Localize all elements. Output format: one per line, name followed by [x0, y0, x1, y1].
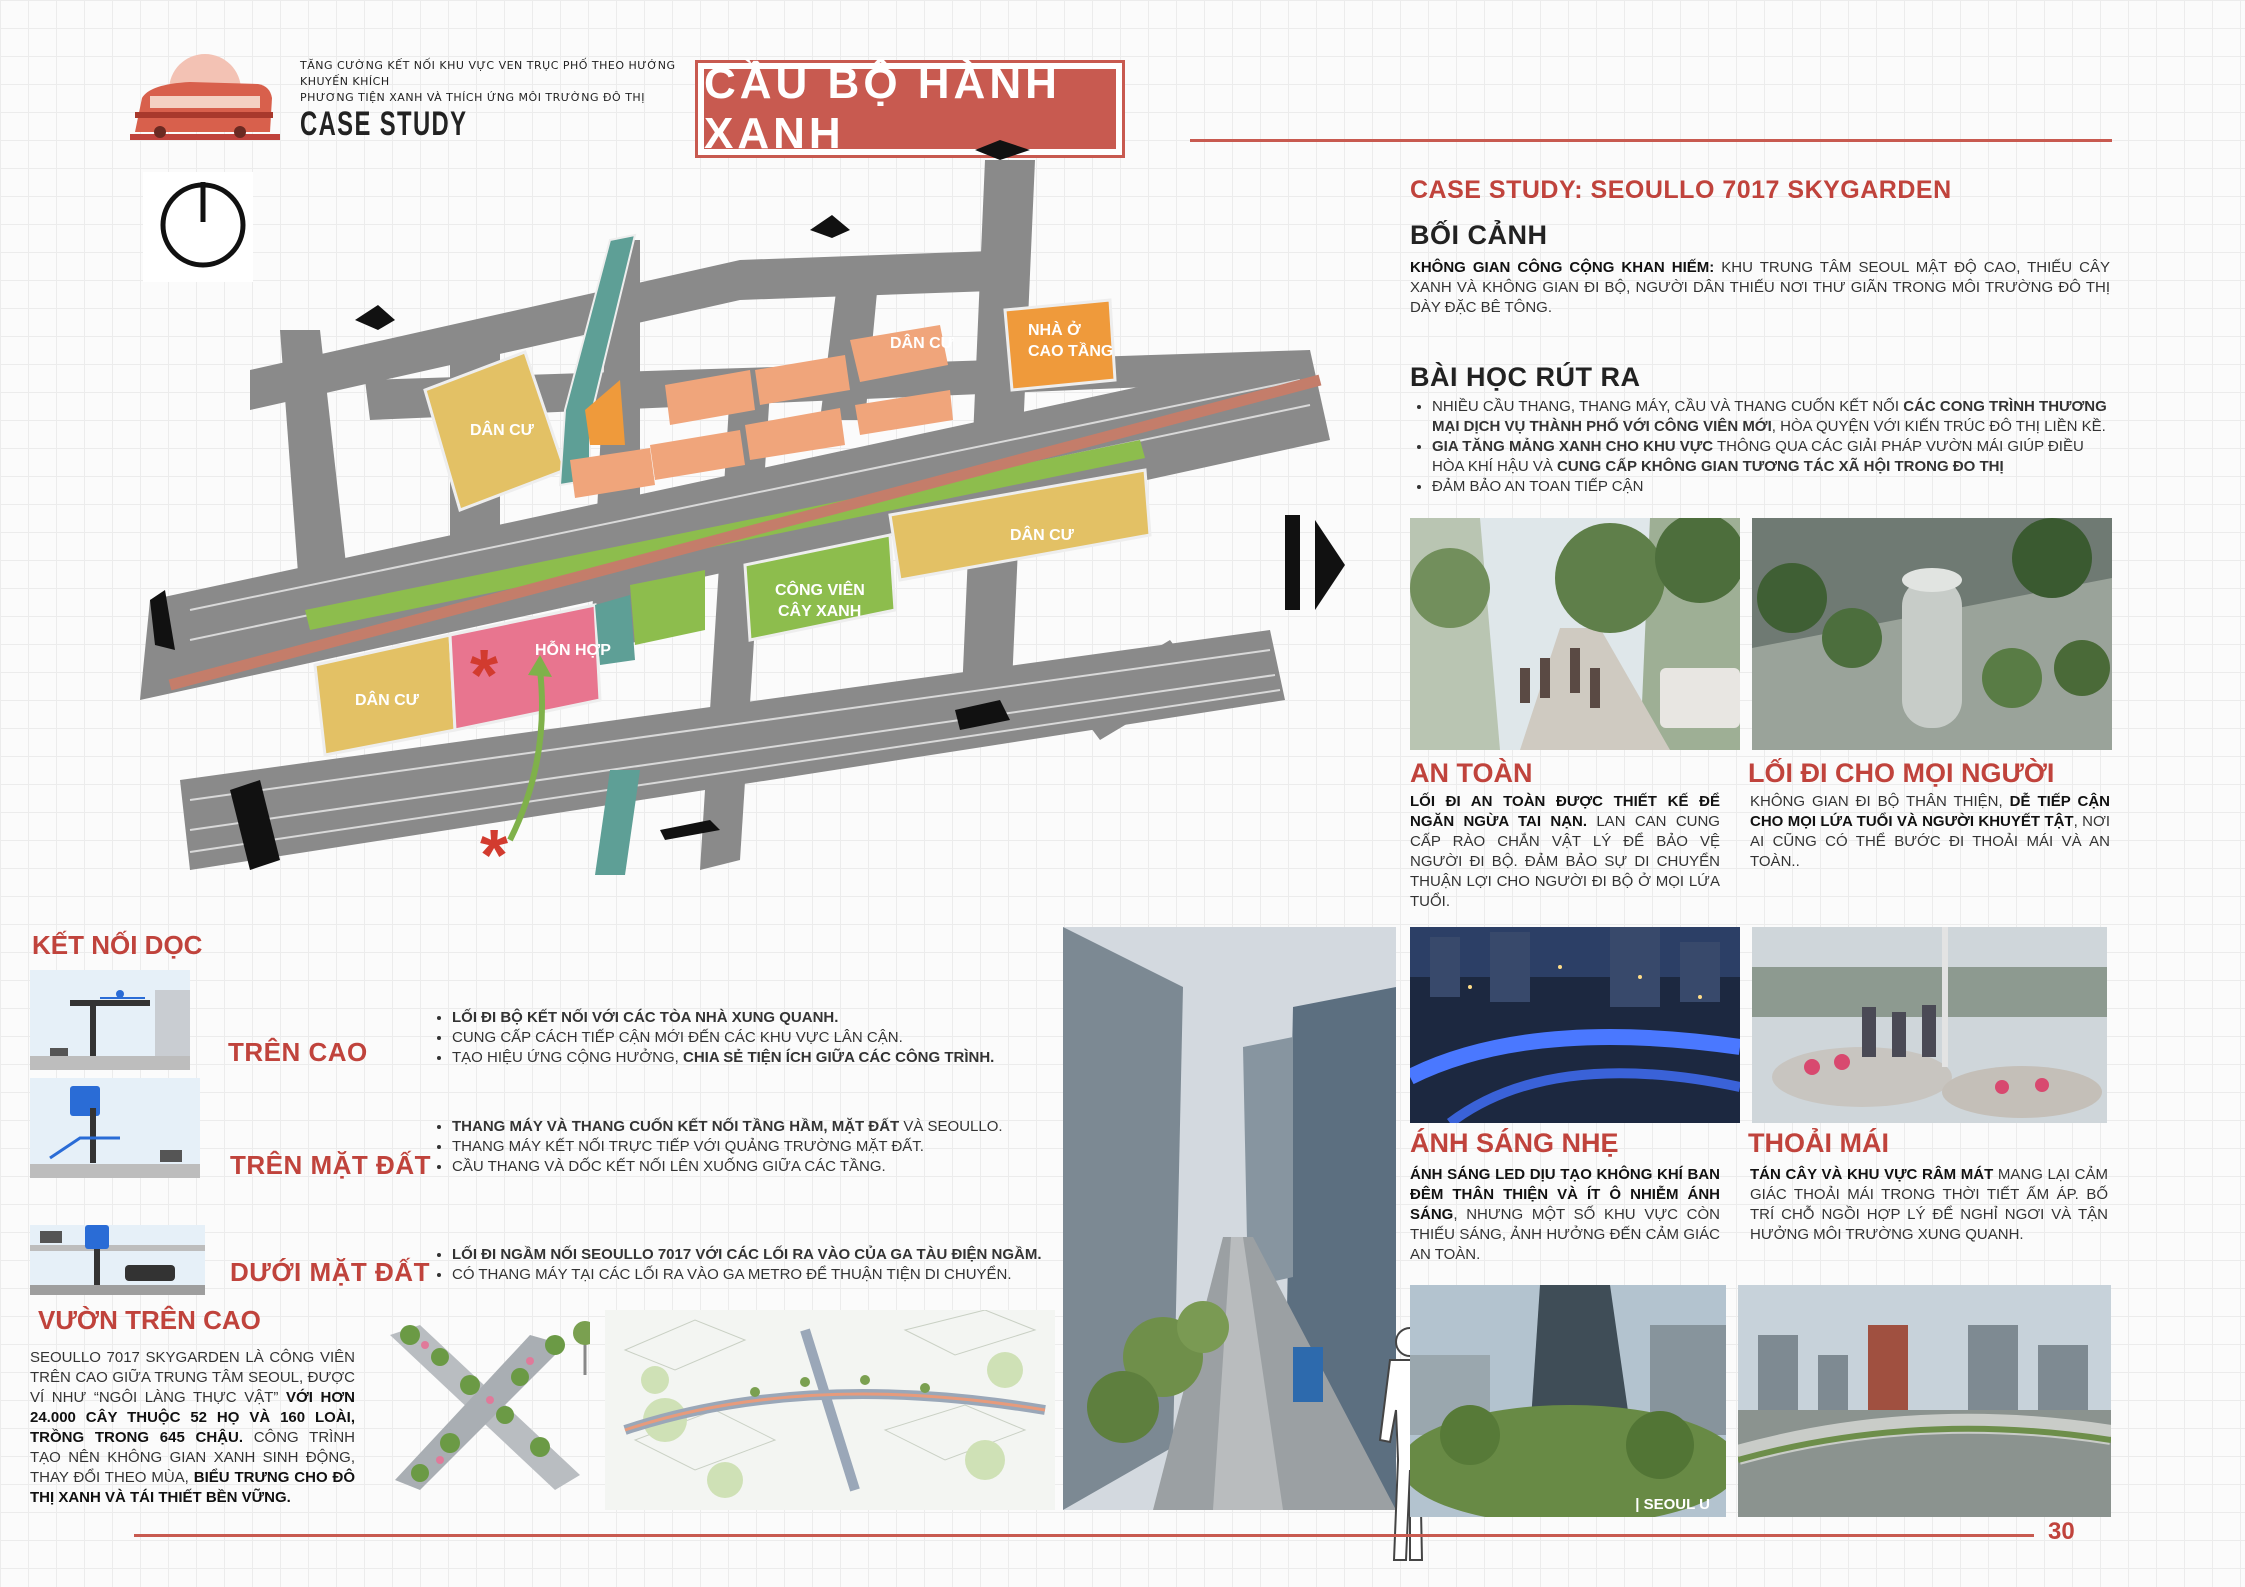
lessons-heading: BÀI HỌC RÚT RA [1410, 362, 1641, 392]
level-label-underground: DƯỚI MẶT ĐẤT [230, 1257, 430, 1287]
photo-night [1410, 927, 1740, 1123]
context-text: KHU TRUNG TÂM SEOUL MẬT ĐỘ CAO, THIẾU CÂY XANH VÀ KHÔNG GIAN ĐI BỘ, NGƯỜI DÂN THIẾU NƠI THƯ GIÃN TRONG MÔI TRƯỜNG ĐÔ THỊ DÀY ĐẶC BÊ TÔNG. [1410, 259, 2110, 316]
context-bold: KHÔNG GIAN CÔNG CỘNG KHAN HIẾM: [1410, 259, 1715, 276]
tagline-line-2: PHƯƠNG TIỆN XANH VÀ THÍCH ỨNG MÔI TRƯỜNG ĐÔ THỊ [300, 91, 645, 104]
level-bullets-ground [430, 1117, 1050, 1177]
skygarden-x-illustration [380, 1315, 590, 1500]
diagram-elevated-icon [30, 970, 190, 1070]
train-logo [130, 50, 280, 150]
map-label-hon-hop: HỖN HỢP [535, 642, 611, 659]
feature-title-light: ÁNH SÁNG NHẸ [1410, 1128, 1619, 1158]
map-label-dan-cu-4: DÂN CƯ [1010, 527, 1074, 544]
case-study-label: CASE STUDY [300, 105, 468, 143]
bullet-item: • THANG MÁY KẾT NỐI TRỰC TIẾP VỚI QUẢNG TRƯỜNG MẶT ĐẤT. [452, 1137, 1050, 1157]
tagline-line-1: TĂNG CƯỜNG KẾT NỐI KHU VỰC VEN TRỤC PHỐ THEO HƯỚNG KHUYẾN KHÍCH [300, 59, 676, 88]
map-label-nha-o-2: CAO TẦNG [1028, 343, 1114, 360]
photo-seating [1752, 927, 2107, 1123]
bullet-item: • CÓ THANG MÁY TẠI CÁC LỐI RA VÀO GA METRO ĐỂ THUẬN TIỆN DI CHUYỂN. [452, 1265, 1060, 1285]
photo-street [1063, 927, 1396, 1510]
diagram-ground-icon [30, 1078, 200, 1178]
garden-heading: VƯỜN TRÊN CAO [38, 1305, 261, 1335]
garden-paragraph: SEOULLO 7017 SKYGARDEN LÀ CÔNG VIÊN TRÊN CAO GIỮA TRUNG TÂM SEOUL, ĐƯỢC VÍ NHƯ “NGÔI LÀNG THỰC VẬT” VỚI HƠN 24.000 CÂY THUỘC 52 HỌ VÀ 160 LOÀI, TRỒNG TRONG 645 CHẬU. CÔNG TRÌNH TẠO NÊN KHÔNG GIAN XANH SINH ĐỘNG, THAY ĐỔI THEO MÙA, BIỂU TRƯNG CHO ĐÔ THỊ XANH VÀ TÁI THIẾT BỀN VỮNG. [30, 1349, 356, 1506]
photo-garden-tower [1410, 1285, 1726, 1517]
page-number: 30 [2048, 1518, 2075, 1545]
map-label-dan-cu-2: DÂN CƯ [355, 692, 419, 709]
site-map [120, 140, 1410, 900]
seoul-caption: | SEOUL U [1635, 1496, 1710, 1513]
map-label-cong-vien-1: CÔNG VIÊN [775, 582, 865, 599]
lesson-item: • NHIỀU CẦU THANG, THANG MÁY, CẦU VÀ THANG CUỐN KẾT NỐI CÁC CONG TRÌNH THƯƠNG MẠI DỊCH VỤ THÀNH PHỐ VỚI CÔNG VIÊN MỚI, HÒA QUYỆN VỚI KIẾN TRÚC ĐÔ THỊ LIỀN KỀ. [1432, 397, 2112, 437]
lesson-item: • GIA TĂNG MẢNG XANH CHO KHU VỰC THÔNG QUA CÁC GIẢI PHÁP VƯỜN MÁI GIÚP ĐIỀU HÒA KHÍ HẬU VÀ CUNG CẤP KHÔNG GIAN TƯƠNG TÁC XÃ HỘI TRONG ĐO THỊ [1432, 437, 2112, 477]
feature-title-safety: AN TOÀN [1410, 758, 1533, 788]
diagram-underground-icon [30, 1225, 205, 1295]
map-label-nha-o-1: NHÀ Ở [1028, 322, 1081, 339]
case-title: CASE STUDY: SEOULLO 7017 SKYGARDEN [1410, 176, 1952, 204]
photo-panorama [1738, 1285, 2111, 1517]
bullet-item: • THANG MÁY VÀ THANG CUỐN KẾT NỐI TẦNG HẦM, MẶT ĐẤT VÀ SEOULLO. [452, 1117, 1050, 1137]
feature-text-comfort: TÁN CÂY VÀ KHU VỰC RÂM MÁT MANG LẠI CẢM GIÁC THOẢI MÁI TRONG THỜI TIẾT ẤM ÁP. BỐ TRÍ CHỖ NGỒI HỢP LÝ ĐỂ NGHỈ NGƠI VÀ TẬN HƯỞNG MÔI TRƯỜNG XUNG QUANH. [1750, 1166, 2108, 1243]
bullet-item: • LỐI ĐI BỘ KẾT NỐI VỚI CÁC TÒA NHÀ XUNG QUANH. [452, 1008, 1050, 1028]
feature-title-access: LỐI ĐI CHO MỌI NGƯỜI [1748, 758, 2055, 788]
skygarden-axonometric-illustration [605, 1310, 1055, 1510]
photo-aerial-deck [1752, 518, 2112, 750]
map-label-dan-cu-3: DÂN CƯ [890, 335, 954, 352]
lesson-item: • ĐẢM BẢO AN TOAN TIẾP CẬN [1432, 477, 2112, 497]
context-paragraph [1410, 258, 2110, 318]
level-label-elevated: TRÊN CAO [228, 1037, 368, 1067]
level-bullets-underground [430, 1245, 1060, 1285]
vertical-connection-heading: KẾT NỐI DỌC [32, 930, 203, 960]
feature-text-access: KHÔNG GIAN ĐI BỘ THÂN THIỆN, DỄ TIẾP CẬN CHO MỌI LỨA TUỔI VÀ NGƯỜI KHUYẾT TẬT, NƠI AI CŨNG CÓ THỂ BƯỚC ĐI THOẢI MÁI VÀ AN TOÀN.. [1750, 793, 2110, 870]
feature-text-safety: LỐI ĐI AN TOÀN ĐƯỢC THIẾT KẾ ĐỂ NGĂN NGỪA TAI NẠN. LAN CAN CUNG CẤP RÀO CHẮN VẬT LÝ ĐỂ BẢO VỆ NGƯỜI ĐI BỘ. ĐẢM BẢO SỰ DI CHUYỂN THUẬN LỢI CHO NGƯỜI ĐI BỘ Ở MỌI LỨA TUỔI. [1410, 793, 1720, 910]
bullet-item: • CẦU THANG VÀ DỐC KẾT NỐI LÊN XUỐNG GIỮA CÁC TẦNG. [452, 1157, 1050, 1177]
bullet-item: • LỐI ĐI NGẦM NỐI SEOULLO 7017 VỚI CÁC LỐI RA VÀO CỦA GA TÀU ĐIỆN NGẦM. [452, 1245, 1060, 1265]
map-label-dan-cu-1: DÂN CƯ [470, 422, 534, 439]
page-title: CẦU BỘ HÀNH XANH [704, 69, 1116, 149]
header-tagline [300, 58, 700, 106]
feature-text-light: ÁNH SÁNG LED DỊU TẠO KHÔNG KHÍ BAN ĐÊM THÂN THIỆN VÀ ÍT Ô NHIỄM ÁNH SÁNG, NHƯNG MỘT SỐ KHU VỰC CÒN THIẾU SÁNG, ẢNH HƯỞNG ĐẾN CẢM GIÁC AN TOÀN. [1410, 1166, 1720, 1263]
asterisk-marker-2: * [480, 816, 509, 896]
bullet-item: • TẠO HIỆU ỨNG CỘNG HƯỞNG, CHIA SẺ TIỆN ÍCH GIỮA CÁC CÔNG TRÌNH. [452, 1048, 1050, 1068]
photo-walkway [1410, 518, 1740, 750]
feature-title-comfort: THOẢI MÁI [1748, 1128, 1889, 1158]
bullet-item: • CUNG CẤP CÁCH TIẾP CẬN MỚI ĐẾN CÁC KHU VỰC LÂN CẬN. [452, 1028, 1050, 1048]
lessons-list [1410, 397, 2112, 497]
level-label-ground: TRÊN MẶT ĐẤT [230, 1150, 431, 1180]
context-heading: BỐI CẢNH [1410, 220, 1548, 250]
map-label-cong-vien-2: CÂY XANH [778, 603, 862, 620]
footer-rule [134, 1534, 2034, 1537]
asterisk-marker-1: * [470, 636, 499, 716]
level-bullets-elevated [430, 1008, 1050, 1068]
